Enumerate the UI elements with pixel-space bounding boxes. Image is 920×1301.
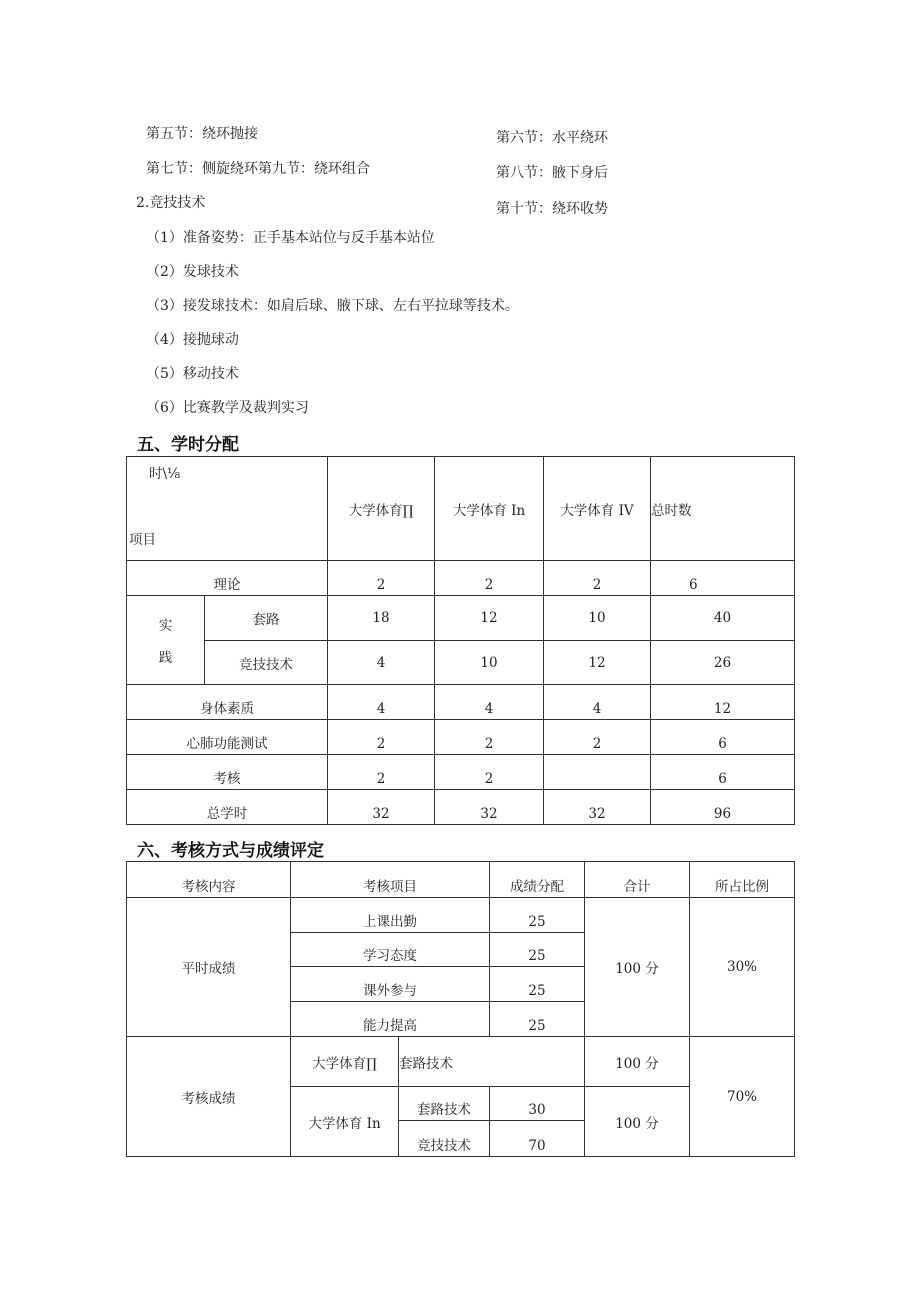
cell: 2	[328, 755, 435, 790]
practice-label-bottom: 践	[158, 650, 173, 666]
section-8: 第八节：腋下身后	[496, 165, 608, 181]
regular-ratio: 30%	[690, 898, 795, 1037]
cell: 2	[435, 561, 544, 596]
section-6: 第六节：水平绕环	[496, 130, 608, 146]
row-label: 理论	[127, 561, 328, 596]
cell: 10	[435, 641, 544, 685]
corner-cell	[127, 457, 328, 561]
cell: 12	[651, 685, 795, 720]
row-label: 身体素质	[127, 685, 328, 720]
exam-course2-total: 100 分	[585, 1087, 690, 1157]
cell: 32	[435, 790, 544, 825]
item-name: 学习态度	[291, 933, 490, 967]
table-row	[127, 1037, 795, 1087]
item-score: 25	[490, 933, 585, 967]
item-name: 能力提高	[291, 1002, 490, 1037]
table-header-row	[127, 862, 795, 898]
cell: 6	[651, 755, 795, 790]
corner-bottom-label: 项目	[129, 531, 156, 548]
item-score: 25	[490, 898, 585, 933]
header-cell: 所占比例	[690, 862, 795, 898]
table-row	[127, 755, 795, 790]
item-score: 25	[490, 967, 585, 1002]
item-score: 70	[490, 1121, 585, 1157]
row-label: 竞技技术	[205, 641, 328, 685]
table-row	[127, 596, 795, 641]
competition-item: （2）发球技术	[146, 264, 239, 280]
assessment-title: 六、考核方式与成绩评定	[137, 841, 324, 861]
cell: 2	[328, 720, 435, 755]
header-cell: 考核项目	[291, 862, 490, 898]
exam-course1-item: 套路技术	[399, 1037, 585, 1087]
cell	[544, 755, 651, 790]
hours-title: 五、学时分配	[137, 435, 239, 455]
cell: 2	[328, 561, 435, 596]
practice-label-top: 实	[158, 618, 173, 634]
competition-item: （1）准备姿势：正手基本站位与反手基本站位	[146, 230, 435, 246]
corner-top-label: 时\⅛	[149, 465, 181, 482]
header-cell: 成绩分配	[490, 862, 585, 898]
cell: 6	[651, 720, 795, 755]
cell: 4	[328, 685, 435, 720]
competition-heading: 2.竞技技术	[136, 195, 206, 211]
table-row	[127, 898, 795, 933]
section-10: 第十节：绕环收势	[496, 201, 608, 217]
competition-item: （4）接抛球动	[146, 332, 239, 348]
header-cell: 大学体育 In	[435, 457, 544, 561]
cell: 2	[544, 720, 651, 755]
table-row	[127, 685, 795, 720]
competition-item: （3）接发球技术：如肩后球、腋下球、左右平拉球等技术。	[146, 298, 519, 314]
cell: 26	[651, 641, 795, 685]
exam-label: 考核成绩	[127, 1037, 291, 1157]
cell: 40	[651, 596, 795, 641]
cell: 10	[544, 596, 651, 641]
practice-label	[127, 596, 205, 685]
cell: 4	[328, 641, 435, 685]
assessment-table	[126, 861, 795, 1157]
row-label: 心肺功能测试	[127, 720, 328, 755]
competition-item: （6）比赛教学及裁判实习	[146, 400, 309, 416]
cell: 2	[435, 755, 544, 790]
item-name: 套路技术	[399, 1087, 490, 1121]
row-label: 总学时	[127, 790, 328, 825]
cell: 2	[544, 561, 651, 596]
cell: 4	[544, 685, 651, 720]
item-name: 竞技技术	[399, 1121, 490, 1157]
section-5: 第五节：绕环抛接	[146, 126, 258, 142]
table-row	[127, 720, 795, 755]
cell: 12	[544, 641, 651, 685]
header-cell: 大学体育∏	[328, 457, 435, 561]
header-cell: 大学体育 IV	[544, 457, 651, 561]
table-row	[127, 790, 795, 825]
table-row	[127, 641, 795, 685]
row-label: 考核	[127, 755, 328, 790]
header-cell: 总时数	[651, 457, 795, 561]
item-name: 上课出勤	[291, 898, 490, 933]
header-cell: 考核内容	[127, 862, 291, 898]
hours-table	[126, 456, 795, 825]
item-score: 30	[490, 1087, 585, 1121]
cell: 6	[651, 561, 795, 596]
competition-item: （5）移动技术	[146, 366, 239, 382]
exam-ratio: 70%	[690, 1037, 795, 1157]
cell: 32	[328, 790, 435, 825]
cell: 18	[328, 596, 435, 641]
item-score: 25	[490, 1002, 585, 1037]
cell: 12	[435, 596, 544, 641]
cell: 96	[651, 790, 795, 825]
item-name: 课外参与	[291, 967, 490, 1002]
row-label: 套路	[205, 596, 328, 641]
cell: 32	[544, 790, 651, 825]
section-7-9: 第七节：侧旋绕环第九节：绕环组合	[146, 161, 370, 177]
cell: 2	[435, 720, 544, 755]
exam-course1-total: 100 分	[585, 1037, 690, 1087]
table-row	[127, 561, 795, 596]
header-cell: 合计	[585, 862, 690, 898]
regular-label: 平时成绩	[127, 898, 291, 1037]
exam-course2: 大学体育 In	[291, 1087, 399, 1157]
cell: 4	[435, 685, 544, 720]
regular-total: 100 分	[585, 898, 690, 1037]
table-header-row	[127, 457, 795, 561]
exam-course1: 大学体育∏	[291, 1037, 399, 1087]
